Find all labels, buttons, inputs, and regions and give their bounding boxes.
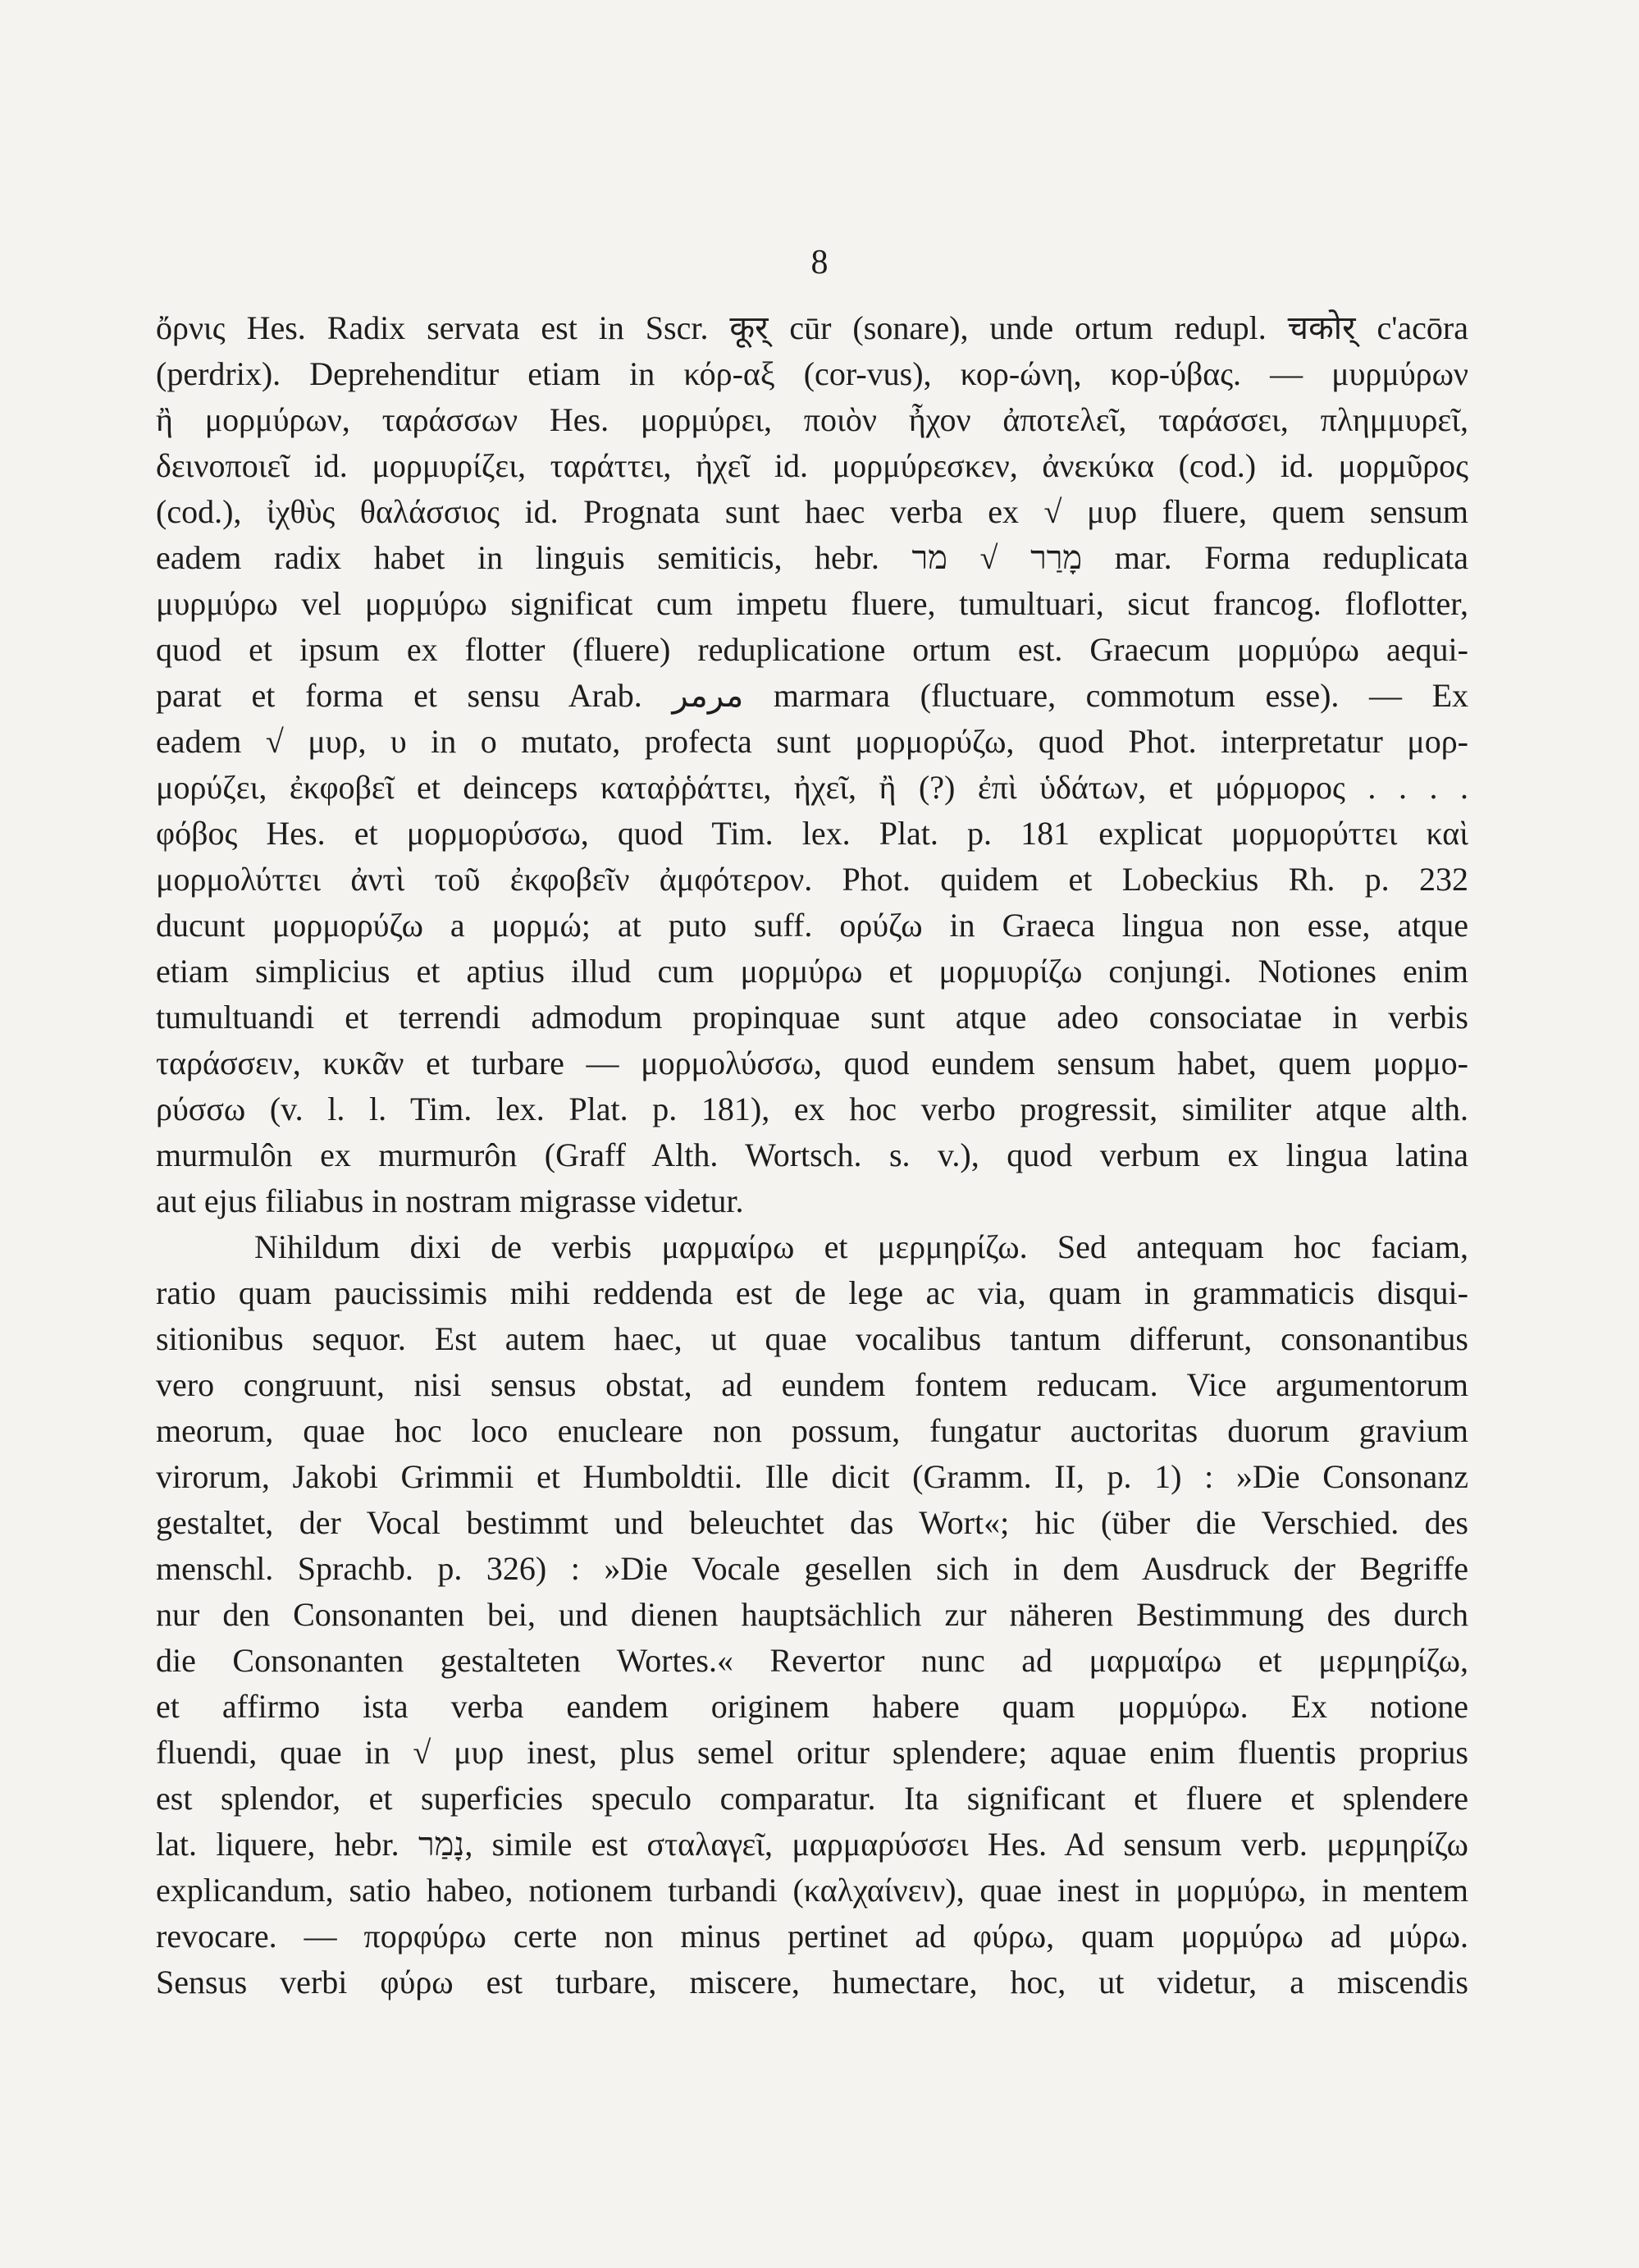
- text-line-27: gestaltet, der Vocal bestimmt und beleuchtet das Wort«; hic (über die Verschied. des: [156, 1504, 1468, 1541]
- text-line-11: μορύζει, ἐκφοβεῖ et deinceps καταῤῥάττει, ἠχεῖ, ἢ (?) ἐπὶ ὑδάτων, et μόρμορος . . . .: [156, 769, 1468, 806]
- body-text: [156, 305, 1468, 2005]
- text-line-3: ἢ μορμύρων, ταράσσων Hes. μορμύρει, ποιὸν ἦχον ἀποτελεῖ, ταράσσει, πλημμυρεῖ,: [156, 401, 1468, 438]
- text-line-5: (cod.), ἰχθὺς θαλάσσιος id. Prognata sunt haec verba ex √ μυρ fluere, quem sensum: [156, 493, 1468, 530]
- text-line-17: ταράσσειν, κυκᾶν et turbare — μορμολύσσω, quod eundem sensum habet, quem μορμο-: [156, 1045, 1468, 1081]
- text-line-28: menschl. Sprachb. p. 326) : »Die Vocale gesellen sich in dem Ausdruck der Begriffe: [156, 1550, 1468, 1587]
- text-line-4: δεινοποιεῖ id. μορμυρίζει, ταράττει, ἠχεῖ id. μορμύρεσκεν, ἀνεκύκα (cod.) id. μορμῦρος: [156, 447, 1468, 484]
- text-line-29: nur den Consonanten bei, und dienen hauptsächlich zur näheren Bestimmung des durch: [156, 1596, 1468, 1633]
- text-line-26: virorum, Jakobi Grimmii et Humboldtii. Ille dicit (Gramm. II, p. 1) : »Die Consonanz: [156, 1458, 1468, 1495]
- text-line-16: tumultuandi et terrendi admodum propinquae sunt atque adeo consociatae in verbis: [156, 999, 1468, 1036]
- text-line-14: ducunt μορμορύζω a μορμώ; at puto suff. ορύζω in Graeca lingua non esse, atque: [156, 907, 1468, 944]
- text-line-19: murmulôn ex murmurôn (Graff Alth. Wortsch. s. v.), quod verbum ex lingua latina: [156, 1136, 1468, 1173]
- text-line-13: μορμολύττει ἀντὶ τοῦ ἐκφοβεῖν ἀμφότερον. Phot. quidem et Lobeckius Rh. p. 232: [156, 861, 1468, 898]
- text-line-31: et affirmo ista verba eandem originem habere quam μορμύρω. Ex notione: [156, 1688, 1468, 1725]
- text-line-21: Nihildum dixi de verbis μαρμαίρω et μερμηρίζω. Sed antequam hoc faciam,: [254, 1228, 1468, 1265]
- text-line-8: quod et ipsum ex flotter (fluere) reduplicatione ortum est. Graecum μορμύρω aequi-: [156, 631, 1468, 668]
- text-line-25: meorum, quae hoc loco enucleare non possum, fungatur auctoritas duorum gravium: [156, 1412, 1468, 1449]
- text-line-36: revocare. — πορφύρω certe non minus pertinet ad φύρω, quam μορμύρω ad μύρω.: [156, 1918, 1468, 1955]
- text-line-10: eadem √ μυρ, υ in ο mutato, profecta sunt μορμορύζω, quod Phot. interpretatur μορ-: [156, 723, 1468, 760]
- text-line-9: parat et forma et sensu Arab. مرمر marmara (fluctuare, commotum esse). — Ex: [156, 677, 1468, 714]
- text-line-37: Sensus verbi φύρω est turbare, miscere, humectare, hoc, ut videtur, a miscendis: [156, 1964, 1468, 2001]
- text-line-7: μυρμύρω vel μορμύρω significat cum impetu fluere, tumultuari, sicut francog. floflotter,: [156, 585, 1468, 622]
- text-line-32: fluendi, quae in √ μυρ inest, plus semel oritur splendere; aquae enim fluentis proprius: [156, 1734, 1468, 1771]
- text-line-24: vero congruunt, nisi sensus obstat, ad eundem fontem reducam. Vice argumentorum: [156, 1366, 1468, 1403]
- text-line-20: aut ejus filiabus in nostram migrasse videtur.: [156, 1182, 744, 1219]
- text-line-12: φόβος Hes. et μορμορύσσω, quod Tim. lex. Plat. p. 181 explicat μορμορύττει καὶ: [156, 815, 1468, 852]
- text-line-35: explicandum, satio habeo, notionem turbandi (καλχαίνειν), quae inest in μορμύρω, in mentem: [156, 1872, 1468, 1909]
- text-line-22: ratio quam paucissimis mihi reddenda est de lege ac via, quam in grammaticis disqui-: [156, 1274, 1468, 1311]
- text-line-18: ρύσσω (v. l. l. Tim. lex. Plat. p. 181), ex hoc verbo progressit, similiter atque alth.: [156, 1091, 1468, 1127]
- text-line-2: (perdrix). Deprehenditur etiam in κόρ-αξ (cor-vus), κορ-ώνη, κορ-ύβας. — μυρμύρων: [156, 355, 1468, 392]
- text-line-1: ὄρνις Hes. Radix servata est in Sscr. कूर् cūr (sonare), unde ortum redupl. चकोर् c'acōra: [156, 309, 1468, 346]
- text-line-30: die Consonanten gestalteten Wortes.« Revertor nunc ad μαρμαίρω et μερμηρίζω,: [156, 1642, 1468, 1679]
- text-line-15: etiam simplicius et aptius illud cum μορμύρω et μορμυρίζω conjungi. Notiones enim: [156, 953, 1468, 990]
- text-line-34: lat. liquere, hebr. נָמַר, simile est σταλαγεῖ, μαρμαρύσσει Hes. Ad sensum verb. μερμηρίζω: [156, 1826, 1468, 1863]
- page-number: 8: [810, 244, 829, 281]
- text-line-33: est splendor, et superficies speculo comparatur. Ita significant et fluere et splendere: [156, 1780, 1468, 1817]
- text-line-6: eadem radix habet in linguis semiticis, hebr. מָרַר √ מר mar. Forma reduplicata: [156, 539, 1468, 576]
- text-line-23: sitionibus sequor. Est autem haec, ut quae vocalibus tantum differunt, consonantibus: [156, 1320, 1468, 1357]
